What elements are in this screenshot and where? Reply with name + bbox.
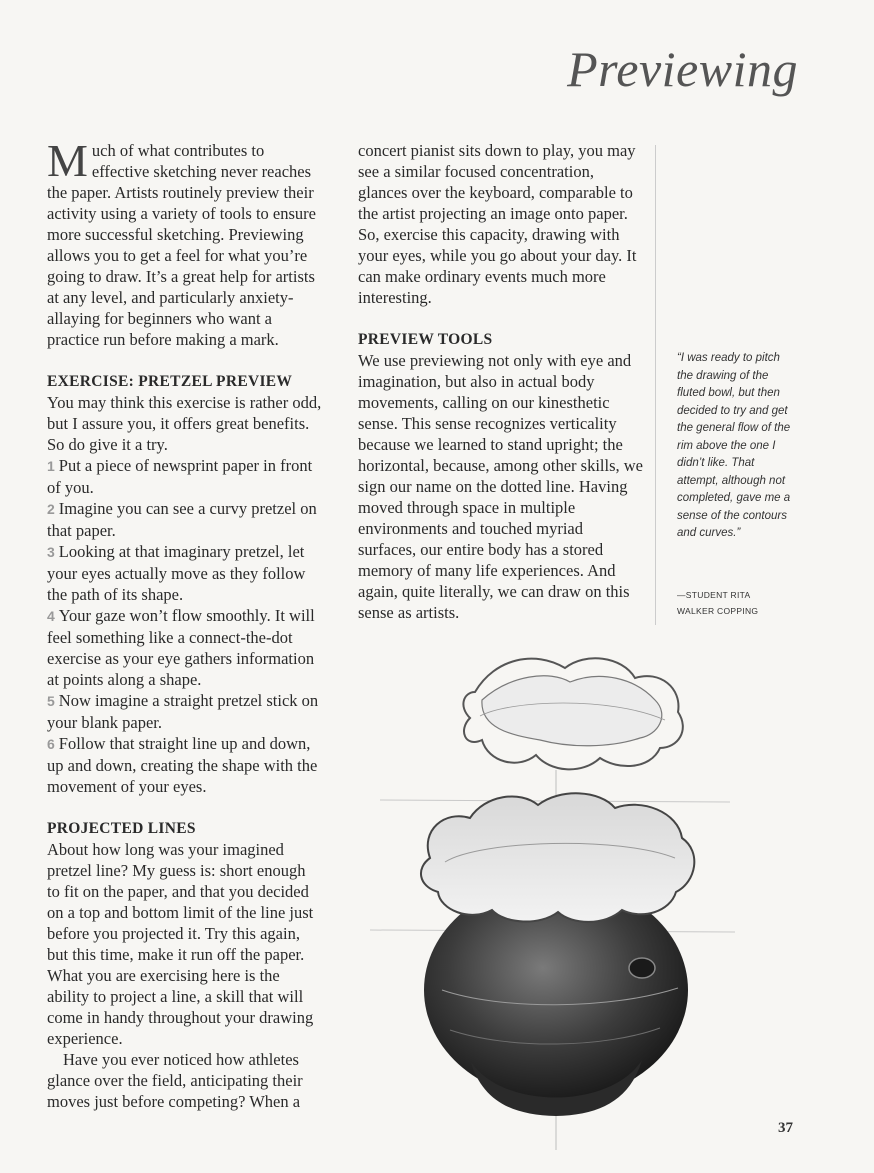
step-item: [47, 498, 322, 541]
step-text: Your gaze won’t flow smoothly. It will feel something like a connect-the-dot exercise as your eye gathers information at points along a shape.: [47, 606, 315, 689]
intro-paragraph: [47, 135, 322, 350]
column-divider: [655, 145, 656, 625]
exercise-intro: You may think this exercise is rather odd, but I assure you, it offers great benefits. So do give it a try.: [47, 393, 322, 454]
continued-paragraph: concert pianist sits down to play, you may see a similar focused concentration, glances over the keyboard, comparable to the artist projecting an image onto paper. So, exercise this capacity, drawing with your eyes, while you go about your day. It can make ordinary events much more interesting.: [358, 141, 637, 307]
column-left: [47, 135, 322, 1112]
step-number: 6: [47, 736, 55, 752]
attribution-line: WALKER COPPING: [677, 606, 759, 616]
step-text: Follow that straight line up and down, up and down, creating the shape with the movement of your eyes.: [47, 734, 318, 796]
page-number: 37: [778, 1120, 793, 1136]
sidebar-quote: “I was ready to pitch the drawing of the fluted bowl, but then decided to try and get the general flow of the rim above the one I didn’t like. That attempt, although not completed, gave me a sense of the contours and curves.”: [677, 352, 791, 539]
step-number: 1: [47, 458, 55, 474]
tools-paragraph: We use previewing not only with eye and imagination, but also in actual body movements, calling on our kinesthetic sense. This sense recognizes verticality because we learned to stand upright; the horizontal, because, among other skills, we sign our name on the dotted line. Having moved through space in multiple environments and touched myriad surfaces, our entire body has a stored memory of many life experiences. And again, quite literally, we can draw on this sense as artists.: [358, 351, 644, 622]
step-item: [47, 455, 322, 498]
step-number: 2: [47, 501, 55, 517]
step-text: Put a piece of newsprint paper in front of you.: [47, 456, 313, 497]
step-item: [47, 733, 322, 797]
column-middle: [358, 140, 643, 623]
step-number: 3: [47, 544, 55, 560]
exercise-heading: EXERCISE: PRETZEL PREVIEW: [47, 373, 293, 390]
projected-paragraph-1: About how long was your imagined pretzel line? My guess is: short enough to fit on the paper, and that you decided on a top and bottom limit of the line just before you projected it. Try this again, but this time, make it run off the paper. What you are exercising here is the ability to project a line, a skill that will come in handy throughout your drawing experience.: [47, 840, 314, 1048]
intro-text: uch of what contributes to effective sketching never reaches the paper. Artists routinely preview their activity using a variety of tools to ensure more successful sketching. Previewing allows you to get a feel for what you’re going to draw. It’s a great help for artists at any level, and particularly anxiety-allaying for beginners who want a practice run before making a mark.: [47, 141, 316, 349]
step-item: [47, 690, 322, 733]
step-number: 5: [47, 693, 55, 709]
step-text: Now imagine a straight pretzel stick on your blank paper.: [47, 691, 319, 732]
bowl-sketch-illustration: [360, 630, 740, 1150]
projected-heading: PROJECTED LINES: [47, 820, 196, 837]
attribution-line: —STUDENT RITA: [677, 590, 751, 600]
upper-rim-inner: [482, 676, 662, 746]
tools-heading: PREVIEW TOOLS: [358, 331, 493, 348]
lower-rim: [421, 793, 694, 922]
step-text: Looking at that imaginary pretzel, let your eyes actually move as they follow the path of its shape.: [47, 542, 306, 604]
step-number: 4: [47, 608, 55, 624]
sidebar-attribution: [677, 587, 797, 619]
step-item: [47, 541, 322, 605]
step-item: [47, 605, 322, 690]
projected-paragraph-2: Have you ever noticed how athletes glance over the field, anticipating their moves just before competing? When a: [47, 1050, 303, 1111]
drop-cap: M: [47, 135, 88, 186]
page-title: Previewing: [567, 41, 798, 97]
step-text: Imagine you can see a curvy pretzel on that paper.: [47, 499, 317, 540]
